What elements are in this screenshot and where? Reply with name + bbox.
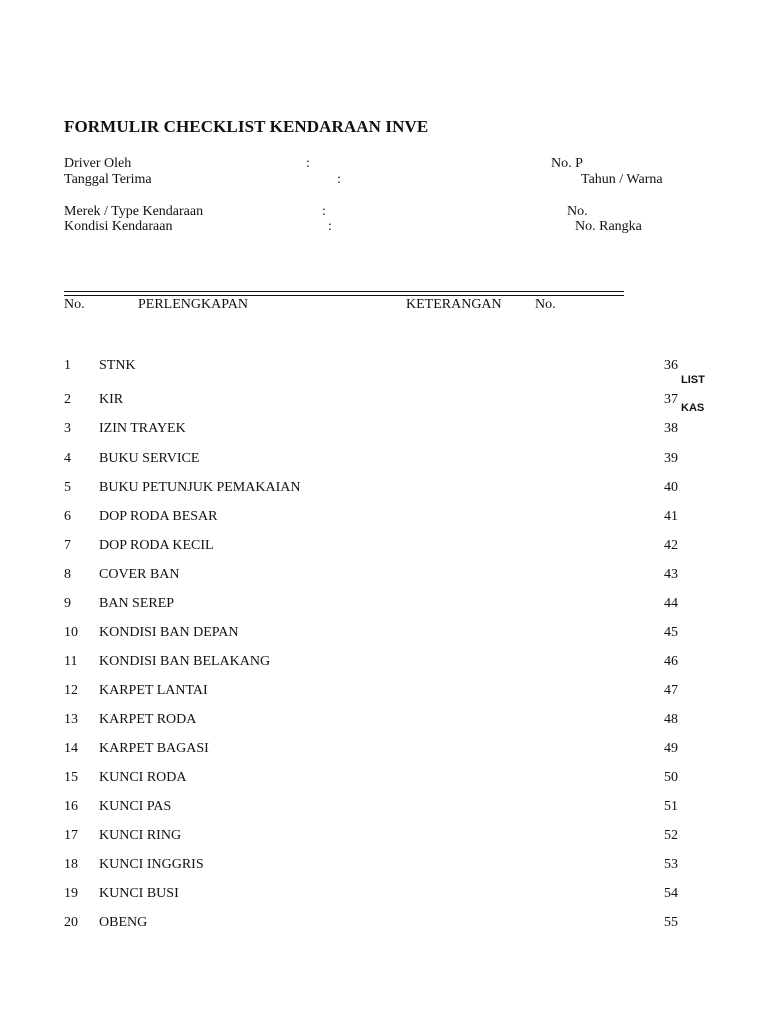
row-number-right: 46 xyxy=(664,654,678,669)
row-number: 4 xyxy=(64,451,71,466)
row-number-right: 54 xyxy=(664,886,678,901)
row-number: 15 xyxy=(64,770,78,785)
kondisi-colon: : xyxy=(328,219,332,234)
merek-colon: : xyxy=(322,204,326,219)
row-number: 14 xyxy=(64,741,78,756)
row-number-right: 36 xyxy=(664,358,678,373)
row-number: 17 xyxy=(64,828,78,843)
row-number-right: 38 xyxy=(664,421,678,436)
row-item-name: KONDISI BAN DEPAN xyxy=(99,625,239,640)
no-label: No. xyxy=(567,204,588,219)
row-number: 10 xyxy=(64,625,78,640)
row-number: 7 xyxy=(64,538,71,553)
row-item-name: KUNCI BUSI xyxy=(99,886,179,901)
row-item-name: KUNCI PAS xyxy=(99,799,172,814)
row-number: 1 xyxy=(64,358,71,373)
row-item-name: DOP RODA KECIL xyxy=(99,538,214,553)
side-label-list: LIST xyxy=(681,374,705,386)
row-number: 11 xyxy=(64,654,78,669)
row-number-right: 42 xyxy=(664,538,678,553)
row-item-name: COVER BAN xyxy=(99,567,180,582)
row-item-name: KUNCI RODA xyxy=(99,770,187,785)
row-item-name: KARPET BAGASI xyxy=(99,741,209,756)
row-number-right: 52 xyxy=(664,828,678,843)
row-number-right: 44 xyxy=(664,596,678,611)
row-item-name: KIR xyxy=(99,392,124,407)
header-rule-top xyxy=(64,291,624,292)
kondisi-label: Kondisi Kendaraan xyxy=(64,219,173,234)
row-number: 16 xyxy=(64,799,78,814)
row-number: 6 xyxy=(64,509,71,524)
row-number: 5 xyxy=(64,480,71,495)
tanggal-colon: : xyxy=(337,172,341,187)
rangka-label: No. Rangka xyxy=(575,219,642,234)
row-number-right: 47 xyxy=(664,683,678,698)
row-number: 8 xyxy=(64,567,71,582)
row-number-right: 49 xyxy=(664,741,678,756)
row-number: 3 xyxy=(64,421,71,436)
col-header-perlengkapan: PERLENGKAPAN xyxy=(138,297,248,312)
row-item-name: KUNCI INGGRIS xyxy=(99,857,204,872)
row-number-right: 43 xyxy=(664,567,678,582)
header-rule-bottom xyxy=(64,295,624,296)
driver-colon: : xyxy=(306,156,310,171)
row-item-name: STNK xyxy=(99,358,136,373)
driver-label: Driver Oleh xyxy=(64,156,132,171)
row-number-right: 37 xyxy=(664,392,678,407)
row-number: 2 xyxy=(64,392,71,407)
row-number: 9 xyxy=(64,596,71,611)
merek-label: Merek / Type Kendaraan xyxy=(64,204,204,219)
side-label-kas: KAS xyxy=(681,402,705,414)
tahun-label: Tahun / Warna xyxy=(581,172,663,187)
row-item-name: KARPET RODA xyxy=(99,712,197,727)
row-item-name: OBENG xyxy=(99,915,148,930)
nop-label: No. P xyxy=(551,156,583,171)
form-title: FORMULIR CHECKLIST KENDARAAN INVE xyxy=(64,117,429,136)
col-header-no: No. xyxy=(64,297,85,312)
row-number-right: 53 xyxy=(664,857,678,872)
row-number-right: 48 xyxy=(664,712,678,727)
row-item-name: BUKU PETUNJUK PEMAKAIAN xyxy=(99,480,301,495)
row-item-name: BUKU SERVICE xyxy=(99,451,200,466)
col-header-no-right: No. xyxy=(535,297,556,312)
row-number: 20 xyxy=(64,915,78,930)
row-number-right: 40 xyxy=(664,480,678,495)
col-header-keterangan: KETERANGAN xyxy=(406,297,502,312)
row-item-name: KUNCI RING xyxy=(99,828,182,843)
row-number-right: 50 xyxy=(664,770,678,785)
row-item-name: BAN SEREP xyxy=(99,596,175,611)
row-number-right: 39 xyxy=(664,451,678,466)
row-item-name: KARPET LANTAI xyxy=(99,683,208,698)
row-item-name: KONDISI BAN BELAKANG xyxy=(99,654,271,669)
row-item-name: DOP RODA BESAR xyxy=(99,509,218,524)
row-item-name: IZIN TRAYEK xyxy=(99,421,186,436)
row-number: 12 xyxy=(64,683,78,698)
row-number-right: 51 xyxy=(664,799,678,814)
tanggal-label: Tanggal Terima xyxy=(64,172,152,187)
row-number: 13 xyxy=(64,712,78,727)
row-number-right: 41 xyxy=(664,509,678,524)
row-number-right: 45 xyxy=(664,625,678,640)
row-number-right: 55 xyxy=(664,915,678,930)
row-number: 19 xyxy=(64,886,78,901)
row-number: 18 xyxy=(64,857,78,872)
